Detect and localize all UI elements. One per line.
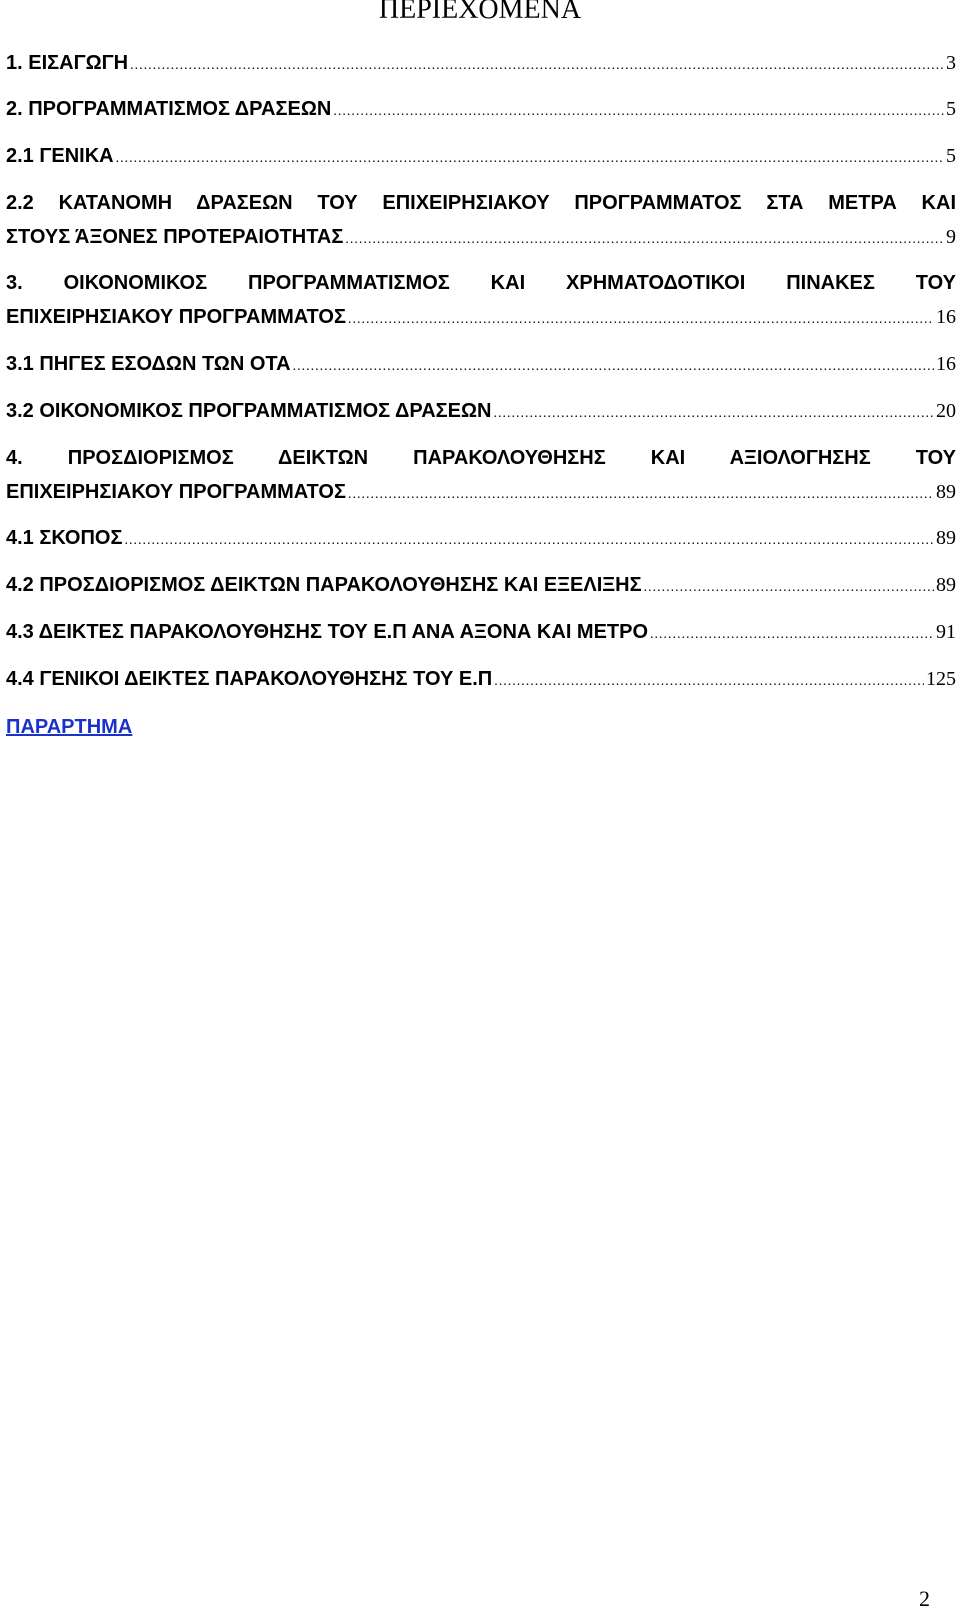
dot-leader xyxy=(348,303,934,337)
dot-leader xyxy=(348,478,934,512)
toc-page-number: 5 xyxy=(946,98,956,120)
dot-leader xyxy=(644,571,934,605)
dot-leader xyxy=(333,95,944,129)
toc-entry-title: 4.4 ΓΕΝΙΚΟΙ ΔΕΙΚΤΕΣ ΠΑΡΑΚΟΛΟΥΘΗΣΗΣ ΤΟΥ Ε.Π xyxy=(6,668,493,690)
toc-entry-title: 2.1 ΓΕΝΙΚΑ xyxy=(6,145,114,167)
toc-entry-4[interactable] xyxy=(6,441,956,509)
toc-entry-2-1[interactable] xyxy=(6,139,956,173)
toc-page-number: 125 xyxy=(926,668,956,690)
toc-entry-title: 4.1 ΣΚΟΠΟΣ xyxy=(6,527,123,549)
toc-page-number: 89 xyxy=(936,527,956,549)
toc-page-number: 20 xyxy=(936,400,956,422)
toc-page-number: 5 xyxy=(946,145,956,167)
toc-entry-title: 1. ΕΙΣΑΓΩΓΗ xyxy=(6,52,129,74)
toc-entry-2[interactable] xyxy=(6,92,956,126)
toc-entry-3[interactable] xyxy=(6,266,956,334)
toc-entry-title: ΣΤΟΥΣ ΆΞΟΝΕΣ ΠΡΟΤΕΡΑΙΟΤΗΤΑΣ xyxy=(6,226,344,248)
page-title: ΠΕΡΙΕΧΟΜΕΝΑ xyxy=(378,0,582,25)
toc-entry-4-4[interactable] xyxy=(6,662,956,696)
dot-leader xyxy=(293,350,934,384)
toc-page-number: 3 xyxy=(946,52,956,74)
toc-entry-4-1[interactable] xyxy=(6,521,956,555)
dot-leader xyxy=(116,142,944,176)
toc-page-number: 16 xyxy=(936,306,956,328)
toc-entry-first-line: 4. ΠΡΟΣΔΙΟΡΙΣΜΟΣ ΔΕΙΚΤΩΝ ΠΑΡΑΚΟΛΟΥΘΗΣΗΣ ΚΑΙ ΑΞΙΟΛΟΓΗΣΗΣ ΤΟΥ xyxy=(6,447,956,469)
toc-entry-title: ΕΠΙΧΕΙΡΗΣΙΑΚΟΥ ΠΡΟΓΡΑΜΜΑΤΟΣ xyxy=(6,306,346,328)
toc-entry-title: 2. ΠΡΟΓΡΑΜΜΑΤΙΣΜΟΣ ΔΡΑΣΕΩΝ xyxy=(6,98,332,120)
dot-leader xyxy=(494,665,924,699)
toc-entry-1[interactable] xyxy=(6,46,956,80)
toc-entry-title: 4.2 ΠΡΟΣΔΙΟΡΙΣΜΟΣ ΔΕΙΚΤΩΝ ΠΑΡΑΚΟΛΟΥΘΗΣΗΣ ΚΑΙ ΕΞΕΛΙΞΗΣ xyxy=(6,574,642,596)
toc-entry-2-2[interactable] xyxy=(6,186,956,254)
toc-page-number: 89 xyxy=(936,481,956,503)
dot-leader xyxy=(124,524,934,558)
toc-entry-first-line: 3. ΟΙΚΟΝΟΜΙΚΟΣ ΠΡΟΓΡΑΜΜΑΤΙΣΜΟΣ ΚΑΙ ΧΡΗΜΑΤΟΔΟΤΙΚΟΙ ΠΙΝΑΚΕΣ ΤΟΥ xyxy=(6,272,956,294)
dot-leader xyxy=(345,223,944,257)
footer-page-number: 2 xyxy=(919,1586,930,1611)
toc-page-number: 89 xyxy=(936,574,956,596)
appendix-link[interactable]: ΠΑΡΑΡΤΗΜΑ xyxy=(6,716,133,738)
toc-page-number: 91 xyxy=(936,621,956,643)
dot-leader xyxy=(130,49,944,83)
toc-entry-4-3[interactable] xyxy=(6,615,956,649)
toc-entry-title: ΕΠΙΧΕΙΡΗΣΙΑΚΟΥ ΠΡΟΓΡΑΜΜΑΤΟΣ xyxy=(6,481,346,503)
toc-entry-3-1[interactable] xyxy=(6,347,956,381)
dot-leader xyxy=(493,397,934,431)
dot-leader xyxy=(650,618,934,652)
toc-entry-title: 3.1 ΠΗΓΕΣ ΕΣΟΔΩΝ ΤΩΝ ΟΤΑ xyxy=(6,353,291,375)
toc-entry-title: 4.3 ΔΕΙΚΤΕΣ ΠΑΡΑΚΟΛΟΥΘΗΣΗΣ ΤΟΥ Ε.Π ΑΝΑ ΑΞΟΝΑ ΚΑΙ ΜΕΤΡΟ xyxy=(6,621,649,643)
toc-page-number: 9 xyxy=(946,226,956,248)
toc-page-number: 16 xyxy=(936,353,956,375)
toc-entry-3-2[interactable] xyxy=(6,394,956,428)
toc-entry-title: 3.2 ΟΙΚΟΝΟΜΙΚΟΣ ΠΡΟΓΡΑΜΜΑΤΙΣΜΟΣ ΔΡΑΣΕΩΝ xyxy=(6,400,492,422)
toc-entry-4-2[interactable] xyxy=(6,568,956,602)
toc-entry-first-line: 2.2 ΚΑΤΑΝΟΜΗ ΔΡΑΣΕΩΝ ΤΟΥ ΕΠΙΧΕΙΡΗΣΙΑΚΟΥ ΠΡΟΓΡΑΜΜΑΤΟΣ ΣΤΑ ΜΕΤΡΑ ΚΑΙ xyxy=(6,192,956,214)
